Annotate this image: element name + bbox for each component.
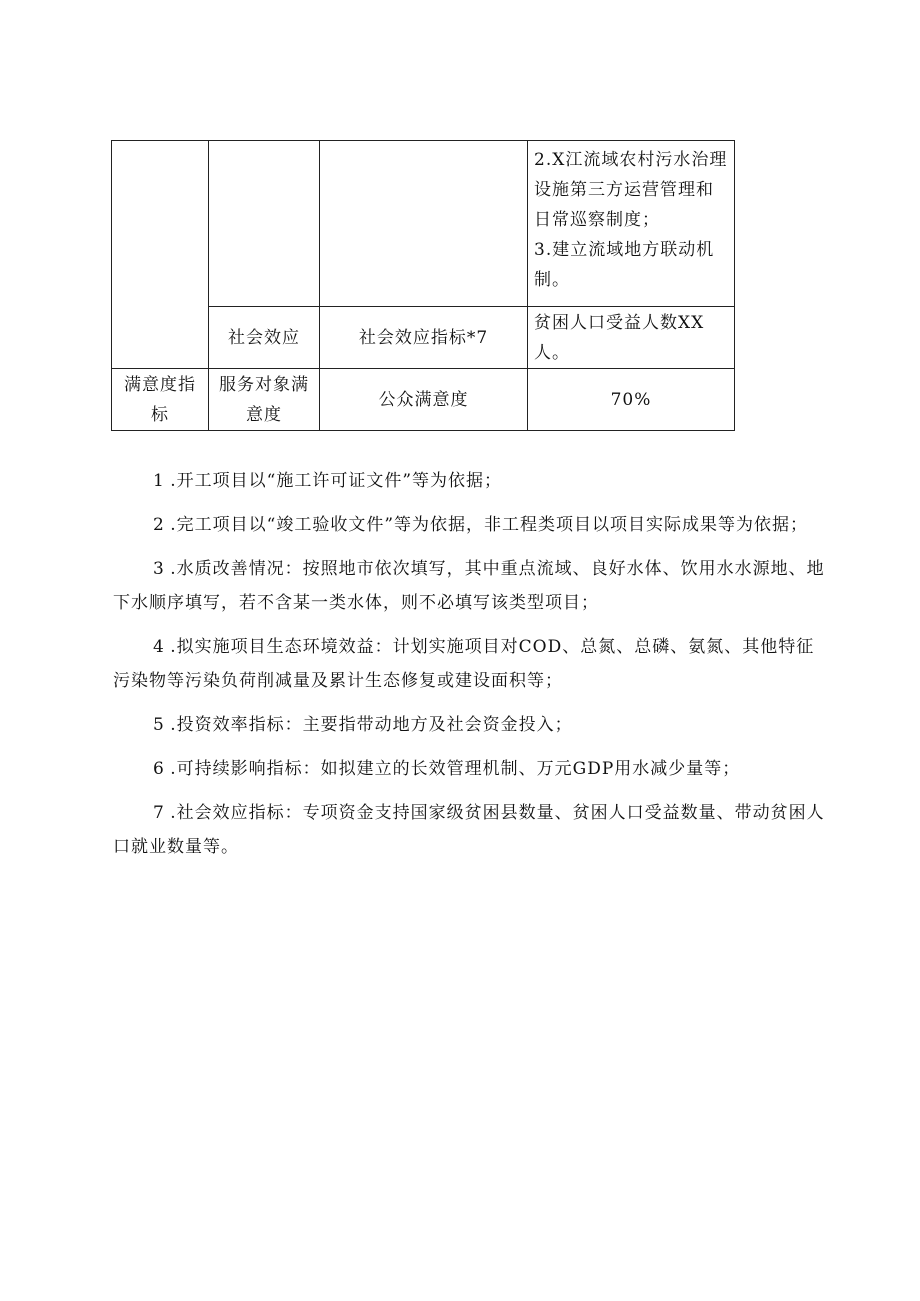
- table-cell-empty: [320, 141, 528, 307]
- note-number: 5: [153, 715, 164, 735]
- notes-section: [113, 464, 825, 874]
- note-text: 开工项目以“施工许可证文件”等为依据；: [176, 471, 503, 491]
- table-cell: 服务对象满意度: [209, 369, 320, 431]
- note-number: 4: [153, 637, 164, 657]
- table-cell: 贫困人口受益人数XX人。: [528, 307, 735, 369]
- measure-item: 3.建立流域地方联动机制。: [534, 240, 715, 290]
- table-cell: 社会效应指标*7: [320, 307, 528, 369]
- note-text: 拟实施项目生态环境效益：计划实施项目对COD、总氮、总磷、氨氮、其他特征污染物等污染负荷削减量及累计生态修复或建设面积等；: [113, 637, 815, 691]
- note-item: 7 .社会效应指标：专项资金支持国家级贫困县数量、贫困人口受益数量、带动贫困人口就业数量等。: [113, 803, 825, 857]
- note-number: 7: [153, 803, 164, 823]
- note-item: 3 .水质改善情况：按照地市依次填写，其中重点流域、良好水体、饮用水水源地、地下水顺序填写，若不含某一类水体，则不必填写该类型项目；: [113, 559, 825, 613]
- note-item: 4 .拟实施项目生态环境效益：计划实施项目对COD、总氮、总磷、氨氮、其他特征污染物等污染负荷削减量及累计生态修复或建设面积等；: [113, 637, 815, 691]
- note-text: 可持续影响指标：如拟建立的长效管理机制、万元GDP用水减少量等；: [176, 759, 741, 779]
- note-text: 完工项目以“竣工验收文件”等为依据，非工程类项目以项目实际成果等为依据；: [176, 515, 809, 535]
- table-cell: 满意度指标: [112, 369, 209, 431]
- note-number: 1: [153, 471, 164, 491]
- measures-cell: [528, 141, 735, 307]
- note-text: 投资效率指标：主要指带动地方及社会资金投入；: [176, 715, 573, 735]
- table-cell: 社会效应: [209, 307, 320, 369]
- note-text: 水质改善情况：按照地市依次填写，其中重点流域、良好水体、饮用水水源地、地下水顺序填写，若不含某一类水体，则不必填写该类型项目；: [113, 559, 825, 613]
- note-number: 6: [153, 759, 164, 779]
- table-row: [112, 369, 735, 431]
- note-item: 1 .开工项目以“施工许可证文件”等为依据；: [153, 471, 503, 491]
- table-row: [112, 141, 735, 307]
- note-text: 社会效应指标：专项资金支持国家级贫困县数量、贫困人口受益数量、带动贫困人口就业数量等。: [113, 803, 825, 857]
- note-item: 5 .投资效率指标：主要指带动地方及社会资金投入；: [153, 715, 573, 735]
- note-number: 3: [153, 559, 164, 579]
- measure-item: 2.X江流域农村污水治理设施第三方运营管理和日常巡察制度；: [534, 150, 728, 230]
- table-cell: 公众满意度: [320, 369, 528, 431]
- note-item: 2 .完工项目以“竣工验收文件”等为依据，非工程类项目以项目实际成果等为依据；: [153, 515, 809, 535]
- table-cell: 70%: [528, 369, 735, 431]
- note-item: 6 .可持续影响指标：如拟建立的长效管理机制、万元GDP用水减少量等；: [153, 759, 741, 779]
- note-number: 2: [153, 515, 164, 535]
- table-cell-empty: [112, 141, 209, 369]
- indicator-table: [111, 140, 735, 431]
- table-cell-empty: [209, 141, 320, 307]
